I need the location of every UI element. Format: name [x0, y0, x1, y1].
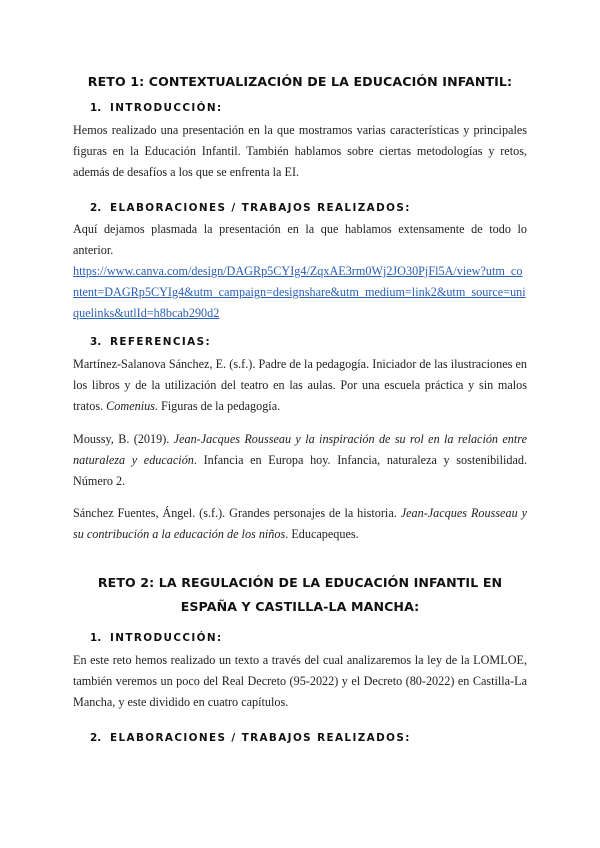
reference-text: . Infancia en Europa hoy. Infancia, naturaleza y sostenibilidad. Número 2.: [73, 453, 527, 488]
reto1-intro-text: Hemos realizado una presentación en la que mostramos varias características y principales figuras en la Educación Infantil. También hablamos sobre ciertas metodologías y retos, además de desafíos a los que se enfrenta la EI.: [73, 123, 527, 179]
reto2-intro-heading: [90, 631, 223, 645]
reto1-elaboraciones-heading: [90, 201, 411, 215]
section-number: 3.: [90, 336, 102, 348]
section-number: 2.: [90, 202, 102, 214]
reference-text: . Figuras de la pedagogía.: [154, 399, 281, 413]
reto1-title: RETO 1: CONTEXTUALIZACIÓN DE LA EDUCACIÓN INFANTIL:: [87, 74, 513, 89]
reto1-intro-heading: [90, 101, 223, 115]
section-heading: INTRODUCCIÓN:: [110, 632, 223, 644]
reto2-elaboraciones-heading: [90, 731, 411, 745]
reference-text: . Educapeques.: [285, 527, 359, 541]
canva-presentation-link[interactable]: https://www.canva.com/design/DAGRp5CYIg4/ZqxAE3rm0Wj2JO30PjFl5A/view?utm_content=DAGRp5CYIg4&utm_campaign=designshare&utm_medium=link2&utm_source=uniquelinks&utlId=h8bcab290d2: [73, 264, 526, 320]
reto1-referencias-heading: [90, 335, 211, 349]
reference-text: Moussy, B. (2019).: [73, 432, 174, 446]
reference-title: Jean-Jacques Rousseau y la inspiración de su rol en la relación entre naturaleza y educación: [73, 432, 527, 467]
reto2-title: RETO 2: LA REGULACIÓN DE LA EDUCACIÓN INFANTIL EN ESPAÑA Y CASTILLA-LA MANCHA:: [97, 575, 503, 614]
section-heading: INTRODUCCIÓN:: [110, 102, 223, 114]
reference-sanchez: [73, 503, 527, 545]
reference-moussy: [73, 429, 527, 492]
reference-text: Sánchez Fuentes, Ángel. (s.f.). Grandes personajes de la historia.: [73, 506, 401, 520]
section-heading: ELABORACIONES / TRABAJOS REALIZADOS:: [110, 732, 411, 744]
reto2-intro-text: En este reto hemos realizado un texto a través del cual analizaremos la ley de la LOMLOE, también veremos un poco del Real Decreto (95-2022) y el Decreto (80-2022) en Castilla-La Mancha, y este dividido en cuatro capítulos.: [73, 653, 527, 709]
section-number: 1.: [90, 632, 102, 644]
section-heading: ELABORACIONES / TRABAJOS REALIZADOS:: [110, 202, 411, 214]
reto1-elaboraciones-text: Aquí dejamos plasmada la presentación en la que hablamos extensamente de todo lo anterior.: [73, 222, 527, 257]
section-number: 2.: [90, 732, 102, 744]
section-heading: REFERENCIAS:: [110, 336, 212, 348]
section-number: 1.: [90, 102, 102, 114]
reference-title: Jean-Jacques Rousseau y su contribución a la educación de los niños: [73, 506, 527, 541]
reference-text: Martínez-Salanova Sánchez, E. (s.f.). Padre de la pedagogía. Iniciador de las ilustraciones en los libros y de la utilización del teatro en las aulas. Por una escuela práctica y sin malos tratos.: [73, 357, 527, 413]
reference-comenius: [73, 354, 527, 417]
reference-title: Comenius: [106, 399, 155, 413]
